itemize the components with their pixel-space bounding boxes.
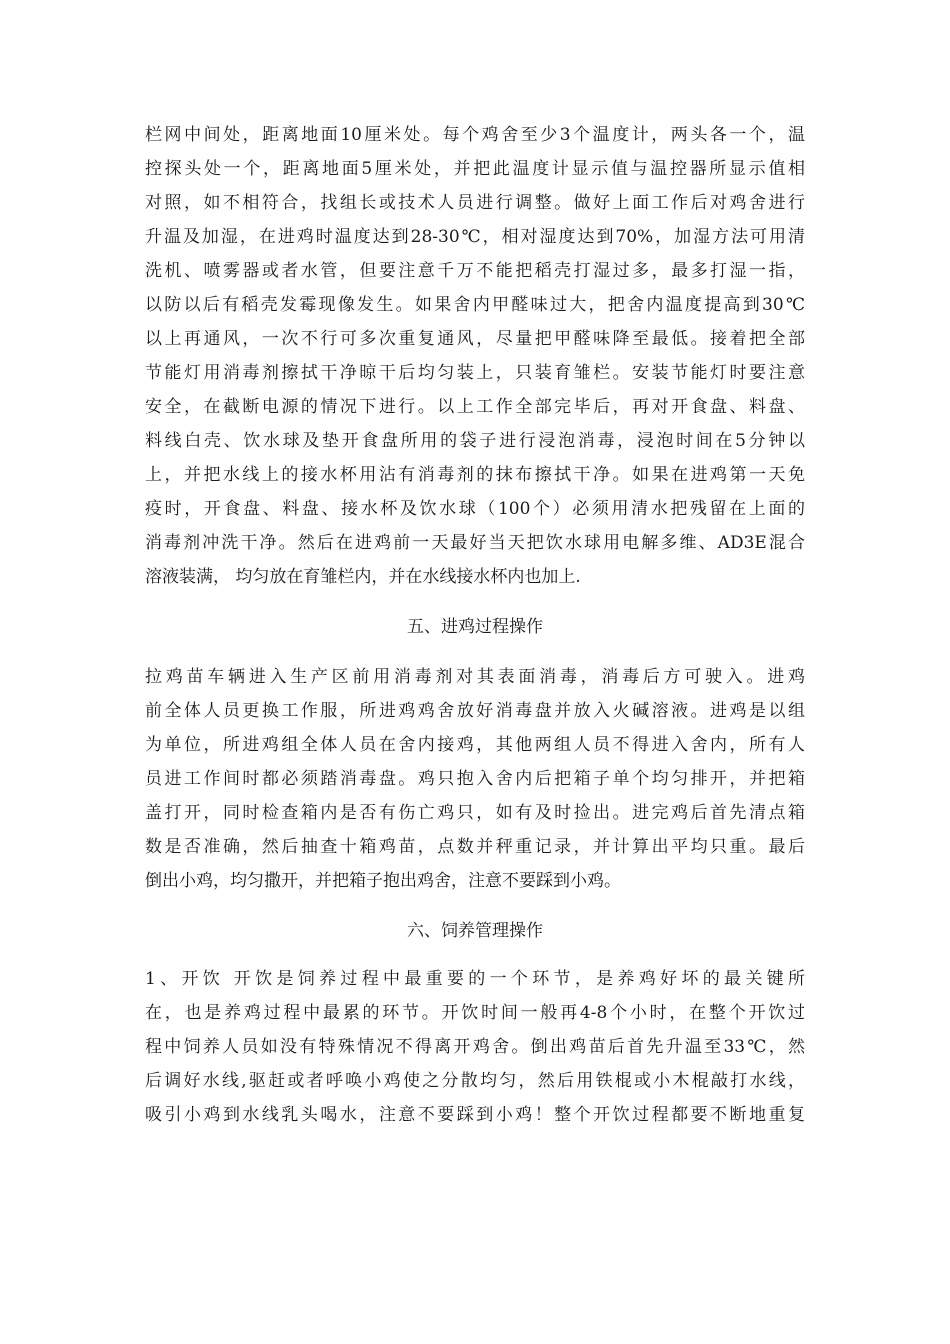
paragraph-line: 前全体人员更换工作服，所进鸡鸡舍放好消毒盘并放入火碱溶液。进鸡是以组 <box>145 701 805 721</box>
paragraph-line: 安全，在截断电源的情况下进行。以上工作全部完毕后，再对开食盘、料盘、 <box>145 397 805 417</box>
paragraph-line: 拉鸡苗车辆进入生产区前用消毒剂对其表面消毒，消毒后方可驶入。进鸡 <box>145 667 805 687</box>
paragraph-line: 程中饲养人员如没有特殊情况不得离开鸡舍。倒出鸡苗后首先升温至33℃，然 <box>145 1037 805 1057</box>
paragraph-line: 疫时，开食盘、料盘、接水杯及饮水球（100个）必须用清水把残留在上面的 <box>145 499 805 519</box>
paragraph-line: 洗机、喷雾器或者水管，但要注意千万不能把稻壳打湿过多，最多打湿一指， <box>145 261 805 281</box>
paragraph-line: 升温及加湿，在进鸡时温度达到28-30℃，相对湿度达到70%，加湿方法可用清 <box>145 227 805 247</box>
paragraph-line: 数是否准确，然后抽查十箱鸡苗，点数并秤重记录，并计算出平均只重。最后 <box>145 837 805 857</box>
paragraph-line: 以防以后有稻壳发霉现像发生。如果舍内甲醛味过大，把舍内温度提高到30℃ <box>145 295 805 315</box>
paragraph-line: 吸引小鸡到水线乳头喝水，注意不要踩到小鸡！整个开饮过程都要不断地重复 <box>145 1105 805 1125</box>
paragraph-line: 以上再通风，一次不行可多次重复通风，尽量把甲醛味降至最低。接着把全部 <box>145 329 805 349</box>
paragraph-line: 1、开饮 开饮是饲养过程中最重要的一个环节，是养鸡好坏的最关键所 <box>145 969 805 989</box>
paragraph-line: 料线白壳、饮水球及垫开食盘所用的袋子进行浸泡消毒，浸泡时间在5分钟以 <box>145 431 805 451</box>
paragraph-line: 后调好水线,驱赶或者呼唤小鸡使之分散均匀，然后用铁棍或小木棍敲打水线， <box>145 1071 805 1091</box>
paragraph-line: 员进工作间时都必须踏消毒盘。鸡只抱入舍内后把箱子单个均匀排开，并把箱 <box>145 769 805 789</box>
paragraph-line: 控探头处一个，距离地面5厘米处，并把此温度计显示值与温控器所显示值相 <box>145 159 805 179</box>
paragraph-line: 上，并把水线上的接水杯用沾有消毒剂的抹布擦拭干净。如果在进鸡第一天免 <box>145 465 805 485</box>
paragraph-line: 节能灯用消毒剂擦拭干净晾干后均匀装上，只装育雏栏。安装节能灯时要注意 <box>145 363 805 383</box>
paragraph-line: 在，也是养鸡过程中最累的环节。开饮时间一般再4-8个小时，在整个开饮过 <box>145 1003 805 1023</box>
paragraph-line: 对照，如不相符合，找组长或技术人员进行调整。做好上面工作后对鸡舍进行 <box>145 193 805 213</box>
paragraph-line: 消毒剂冲洗干净。然后在进鸡前一天最好当天把饮水球用电解多维、AD3E混合 <box>145 533 805 553</box>
paragraph-line: 为单位，所进鸡组全体人员在舍内接鸡，其他两组人员不得进入舍内，所有人 <box>145 735 805 755</box>
section-heading: 五、进鸡过程操作 <box>407 617 543 637</box>
paragraph-line: 盖打开，同时检查箱内是否有伤亡鸡只，如有及时捡出。进完鸡后首先清点箱 <box>145 803 805 823</box>
paragraph-line: 栏网中间处，距离地面10厘米处。每个鸡舍至少3个温度计，两头各一个，温 <box>145 125 805 145</box>
paragraph-line: 溶液装满， 均匀放在育雏栏内，并在水线接水杯内也加上. <box>145 567 581 587</box>
section-heading: 六、饲养管理操作 <box>407 921 543 941</box>
paragraph-line: 倒出小鸡，均匀撒开，并把箱子抱出鸡舍，注意不要踩到小鸡。 <box>145 871 621 891</box>
